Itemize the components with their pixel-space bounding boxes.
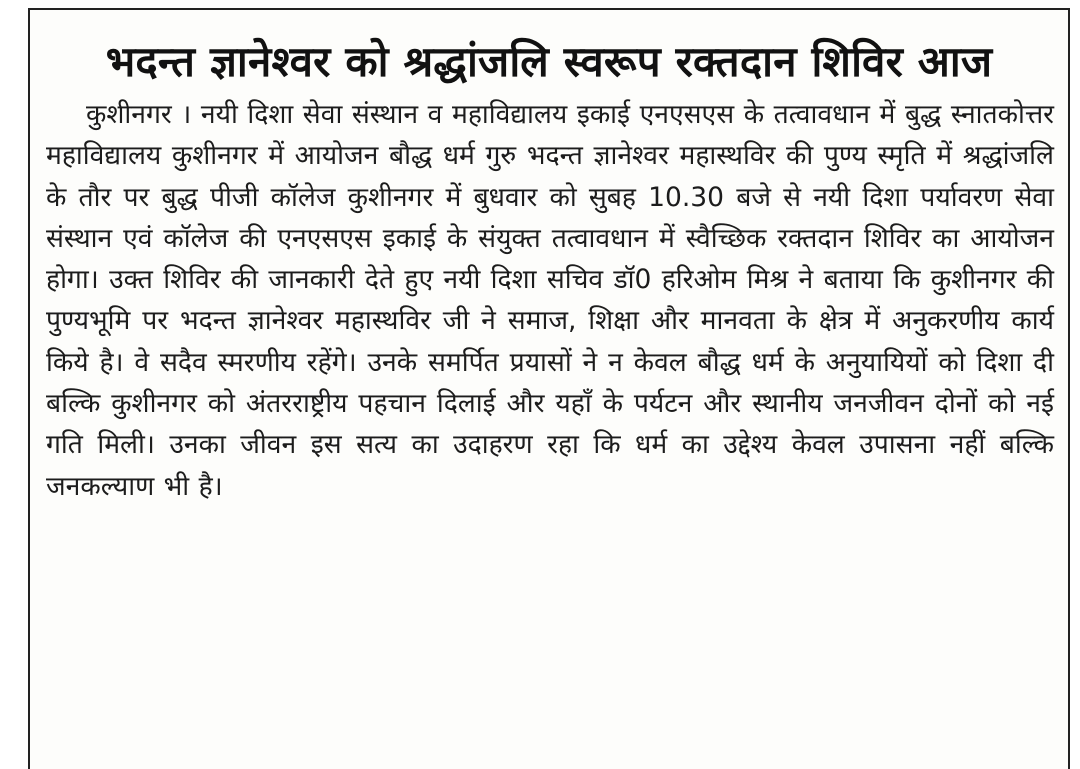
article-headline: भदन्त ज्ञानेश्वर को श्रद्धांजलि स्वरूप रक्तदान शिविर आज (105, 37, 993, 86)
newspaper-clipping (28, 8, 1070, 769)
clipping-edge (30, 763, 1068, 769)
article-body: कुशीनगर । नयी दिशा सेवा संस्थान व महाविद्यालय इकाई एनएसएस के तत्वावधान में बुद्ध स्नातकोत्तर महाविद्यालय कुशीनगर में आयोजन बौद्ध धर्म गुरु भदन्त ज्ञानेश्वर महास्थविर की पुण्य स्मृति में श्रद्धांजलि के तौर पर बुद्ध पीजी कॉलेज कुशीनगर में बुधवार को सुबह 10.30 बजे से नयी दिशा पर्यावरण सेवा संस्थान एवं कॉलेज की एनएसएस इकाई के संयुक्त तत्वावधान में स्वैच्छिक रक्तदान शिविर का आयोजन होगा। उक्त शिविर की जानकारी देते हुए नयी दिशा सचिव डॉ0 हरिओम मिश्र ने बताया कि कुशीनगर की पुण्यभूमि पर भदन्त ज्ञानेश्वर महास्थविर जी ने समाज, शिक्षा और मानवता के क्षेत्र में अनुकरणीय कार्य किये है। वे सदैव स्मरणीय रहेंगे। उनके समर्पित प्रयासों ने न केवल बौद्ध धर्म के अनुयायियों को दिशा दी बल्कि कुशीनगर को अंतरराष्ट्रीय पहचान दिलाई और यहाँ के पर्यटन और स्थानीय जनजीवन दोनों को नई गति मिली। उनका जीवन इस सत्य का उदाहरण रहा कि धर्म का उद्देश्य केवल उपासना नहीं बल्कि जनकल्याण भी है। (46, 99, 1054, 502)
